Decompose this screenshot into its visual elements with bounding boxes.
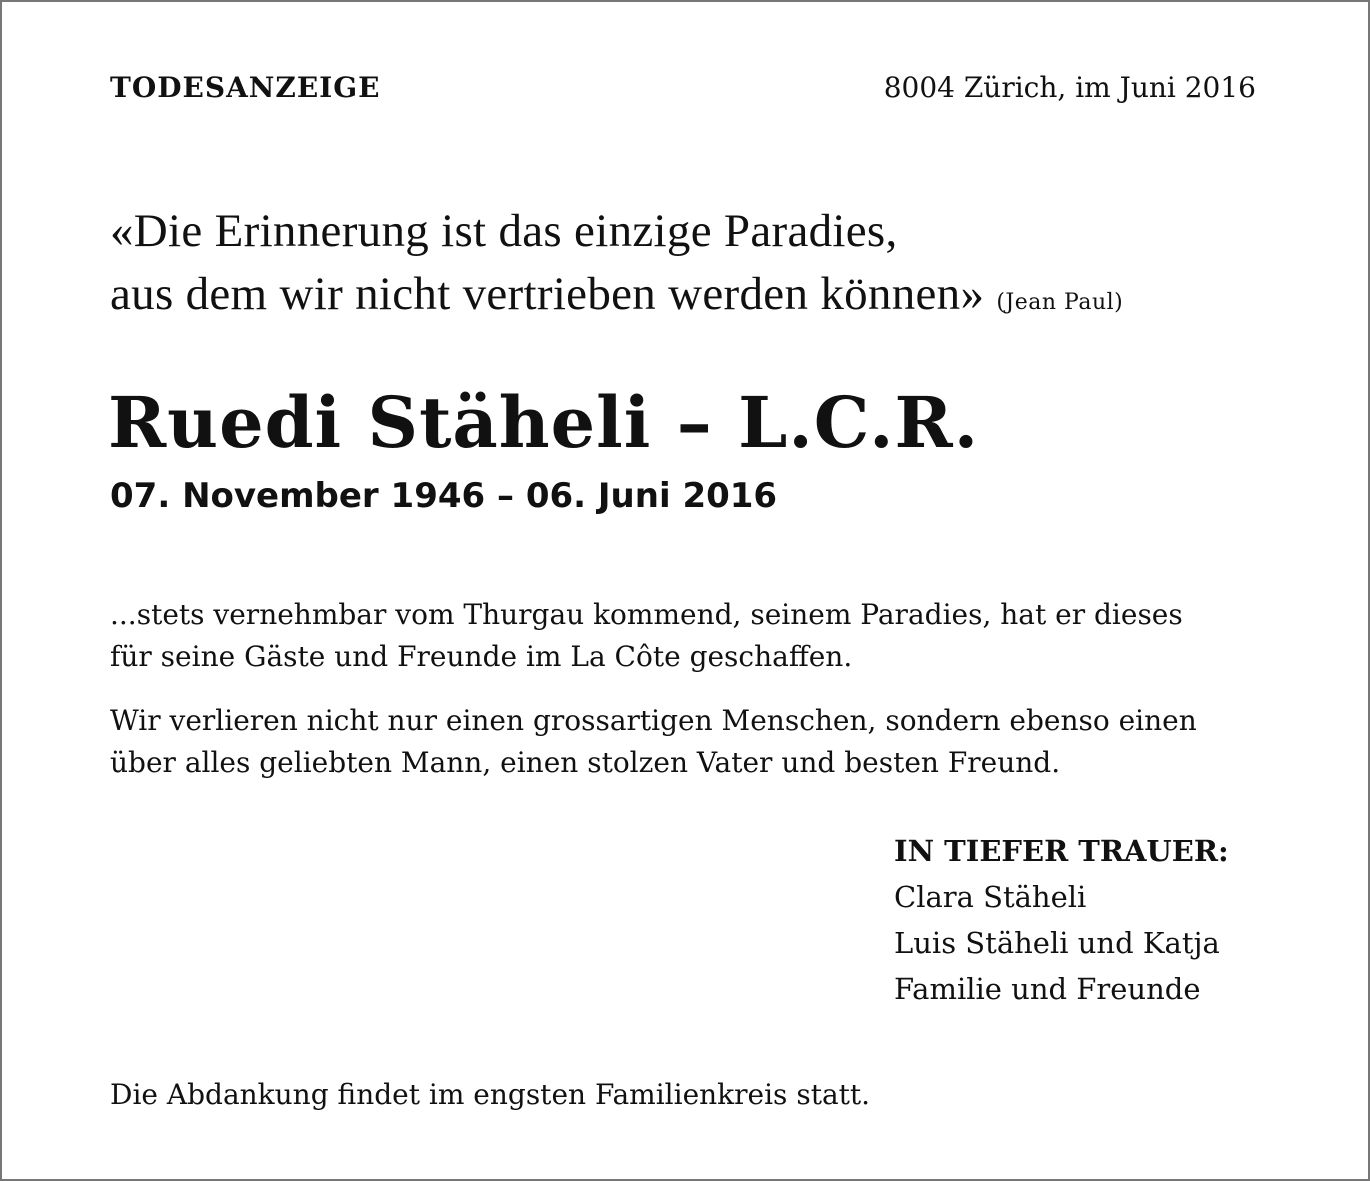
memorial-quote (110, 200, 1310, 334)
life-dates: 07. November 1946 – 06. Juni 2016 (110, 476, 778, 516)
place-date: 8004 Zürich, im Juni 2016 (883, 71, 1256, 104)
tribute-paragraph-2-line: Wir verlieren nicht nur einen grossartigen Menschen, sondern ebenso einen (110, 704, 1197, 737)
mourner-name: Familie und Freunde (894, 972, 1201, 1006)
mourner-name: Clara Stäheli (894, 880, 1087, 914)
deceased-name: Ruedi Stäheli – L.C.R. (108, 381, 980, 464)
tribute-paragraph-1 (110, 594, 1240, 678)
mourners-list (894, 874, 1229, 1012)
quote-line-2-wrapper (110, 263, 1310, 334)
mourners-block (894, 828, 1229, 1012)
quote-line-1: «Die Erinnerung ist das einzige Paradies, (110, 205, 898, 257)
quote-attribution: (Jean Paul) (996, 290, 1124, 315)
tribute-paragraph-2-line: über alles geliebten Mann, einen stolzen Vater und besten Freund. (110, 746, 1061, 779)
tribute-paragraph-1-line: ...stets vernehmbar vom Thurgau kommend, seinem Paradies, hat er dieses (110, 598, 1183, 631)
tribute-paragraph-2 (110, 700, 1240, 784)
mourners-heading: IN TIEFER TRAUER: (894, 834, 1229, 868)
notice-type-label: TODESANZEIGE (110, 71, 381, 104)
tribute-paragraph-1-line: für seine Gäste und Freunde im La Côte geschaffen. (110, 640, 853, 673)
mourner-name: Luis Stäheli und Katja (894, 926, 1220, 960)
funeral-note: Die Abdankung findet im engsten Familienkreis statt. (110, 1078, 871, 1111)
quote-line-2: aus dem wir nicht vertrieben werden können» (110, 268, 985, 320)
